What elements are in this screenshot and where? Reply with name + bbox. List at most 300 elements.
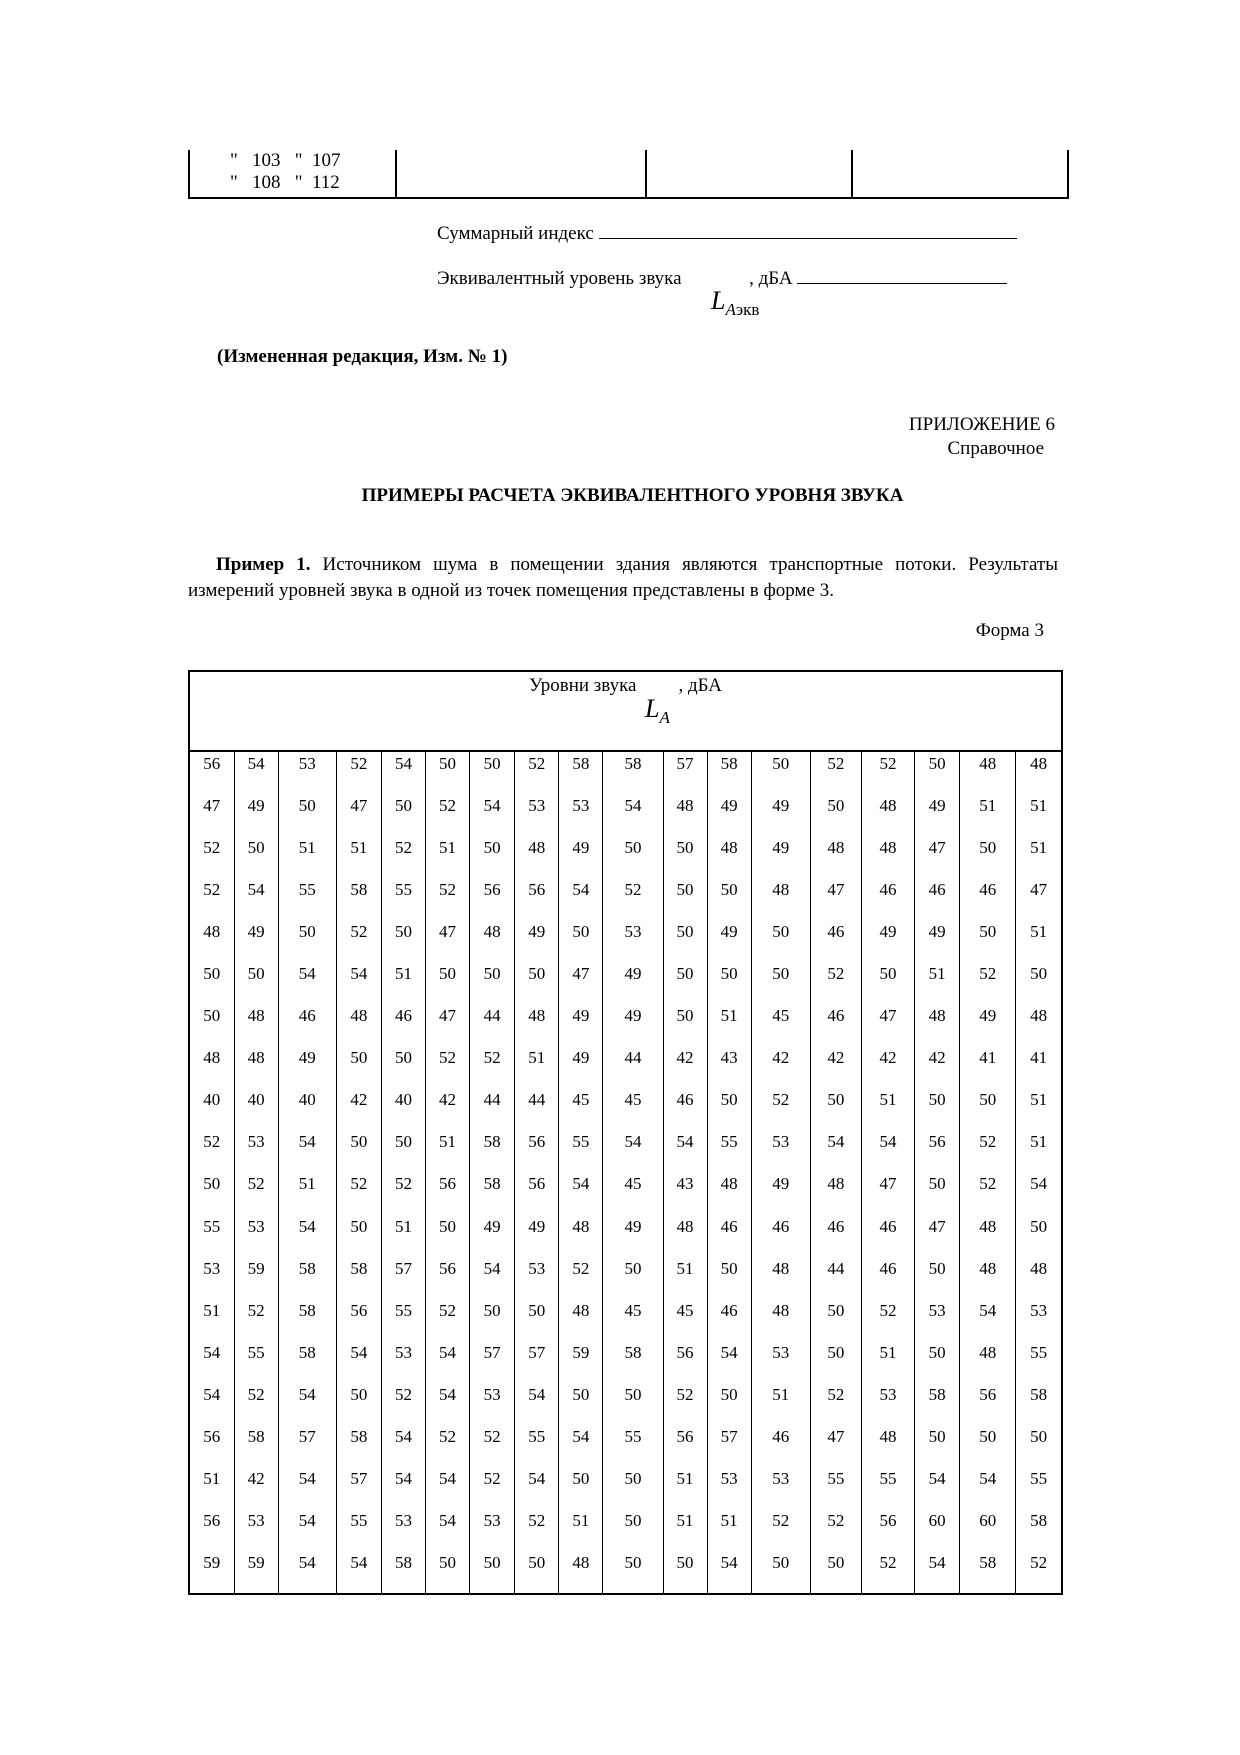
table-cell: 42: [234, 1467, 278, 1509]
table-cell: 52: [426, 1299, 470, 1341]
table-cell: 41: [1016, 1046, 1061, 1088]
table-cell: 55: [381, 878, 425, 920]
table-cell: 46: [960, 878, 1016, 920]
table-cell: 50: [559, 1467, 603, 1509]
table-cell: 40: [234, 1088, 278, 1130]
table-cell: 54: [336, 1551, 381, 1593]
equivalent-level-unit: , дБА: [749, 268, 793, 289]
table-cell: 56: [203, 754, 221, 773]
table-cell: 50: [381, 794, 425, 836]
table-row: [190, 1509, 1061, 1551]
table-cell: 54: [1016, 1172, 1061, 1214]
table-cell: 48: [559, 1551, 603, 1593]
table-cell: 54: [915, 1551, 960, 1593]
table-divider: [851, 150, 853, 197]
table-cell: 49: [470, 1215, 515, 1257]
table-cell: 42: [426, 1088, 470, 1130]
table-cell: 54: [278, 1467, 336, 1509]
table-cell: 55: [1016, 1467, 1061, 1509]
table-cell: 50: [426, 1551, 470, 1593]
table-cell: 53: [751, 1467, 810, 1509]
table-cell: 47: [810, 878, 861, 920]
table-cell: 55: [603, 1425, 663, 1467]
header-label-text: Уровни звука: [528, 675, 637, 696]
table-cell: 54: [381, 1467, 425, 1509]
table-cell: 50: [663, 836, 707, 878]
table-cell: 48: [515, 836, 559, 878]
table-cell: 50: [559, 920, 603, 962]
table-cell: 41: [960, 1046, 1016, 1088]
table-cell: 50: [515, 962, 559, 1004]
table-cell: 56: [426, 1172, 470, 1214]
table-cell: 50: [1016, 1425, 1061, 1467]
table-cell: 50: [336, 1130, 381, 1172]
table-cell: 48: [861, 836, 914, 878]
table-cell: 46: [861, 1257, 914, 1299]
table-cell: 48: [1016, 752, 1061, 794]
table-cell: 52: [426, 794, 470, 836]
table-cell: 51: [381, 962, 425, 1004]
table-cell: 50: [810, 1341, 861, 1383]
table-cell: 58: [603, 752, 663, 794]
table-cell: 44: [470, 1088, 515, 1130]
table-cell: 50: [515, 1551, 559, 1593]
table-cell: 52: [426, 878, 470, 920]
table-cell: 54: [810, 1130, 861, 1172]
table-cell: 51: [278, 836, 336, 878]
table-cell: 54: [470, 794, 515, 836]
table-cell: 45: [663, 1299, 707, 1341]
table-cell: 53: [470, 1509, 515, 1551]
table-cell: 52: [960, 962, 1016, 1004]
table-cell: 52: [381, 1172, 425, 1214]
table-cell: 50: [603, 836, 663, 878]
table-cell: 48: [751, 1299, 810, 1341]
table-cell: 50: [381, 1130, 425, 1172]
table-cell: 54: [515, 1467, 559, 1509]
table-cell: 50: [470, 1551, 515, 1593]
summary-index-label: Суммарный индекс: [437, 223, 594, 244]
table-cell: 48: [751, 1257, 810, 1299]
example-paragraph: [188, 552, 1058, 604]
table-cell: 48: [960, 1257, 1016, 1299]
table-cell: 54: [426, 1341, 470, 1383]
table-cell: 51: [1016, 920, 1061, 962]
table-cell: 54: [603, 794, 663, 836]
table-cell: 51: [663, 1509, 707, 1551]
table-cell: 46: [915, 878, 960, 920]
table-cell: 54: [470, 1257, 515, 1299]
table-cell: 59: [234, 1551, 278, 1593]
table-cell: 58: [603, 1341, 663, 1383]
table-cell: 52: [336, 1172, 381, 1214]
table-cell: 50: [810, 1088, 861, 1130]
table-cell: 46: [861, 878, 914, 920]
table-cell: 48: [559, 1299, 603, 1341]
table-cell: 52: [663, 1383, 707, 1425]
table-cell: 58: [470, 1172, 515, 1214]
table-cell: 53: [861, 1383, 914, 1425]
table-cell: 52: [381, 836, 425, 878]
symbol-main: L: [645, 694, 660, 723]
table-cell: 50: [1016, 962, 1061, 1004]
fill-in-line: [599, 222, 1017, 239]
table-cell: 58: [381, 1551, 425, 1593]
table-cell: 54: [426, 1383, 470, 1425]
table-cell: 46: [810, 1004, 861, 1046]
table-cell: 50: [663, 878, 707, 920]
table-cell: 52: [203, 1132, 221, 1152]
table-cell: 52: [810, 752, 861, 794]
table-cell: 56: [663, 1341, 707, 1383]
table-cell: 54: [559, 878, 603, 920]
table-cell: 52: [426, 1425, 470, 1467]
table-cell: 52: [1016, 1551, 1061, 1593]
symbol-laekv: [711, 286, 760, 319]
table-cell: 52: [810, 1509, 861, 1551]
table-cell: 48: [960, 1215, 1016, 1257]
equivalent-level-label: Эквивалентный уровень звука: [437, 268, 682, 289]
table-cell: 54: [960, 1467, 1016, 1509]
table-cell: 53: [1016, 1299, 1061, 1341]
table-cell: 47: [559, 962, 603, 1004]
table-cell: 42: [663, 1046, 707, 1088]
table-cell: 58: [336, 878, 381, 920]
table-cell: 49: [603, 1215, 663, 1257]
table-cell: 51: [707, 1509, 751, 1551]
table-cell: 52: [203, 880, 221, 900]
table-row: [190, 962, 1061, 1004]
table-cell: 54: [278, 962, 336, 1004]
table-cell: 49: [278, 1046, 336, 1088]
table-cell: 52: [470, 1425, 515, 1467]
table-cell: 55: [203, 1216, 221, 1236]
table-cell: 55: [861, 1467, 914, 1509]
table-cell: 47: [861, 1004, 914, 1046]
table-row-label: " 103 " 107: [230, 150, 341, 171]
table-cell: 50: [861, 962, 914, 1004]
table-cell: 46: [751, 1215, 810, 1257]
table-cell: 50: [603, 1467, 663, 1509]
table-cell: 56: [915, 1130, 960, 1172]
table-row: [190, 794, 1061, 836]
table-cell: 50: [336, 1215, 381, 1257]
table-cell: 52: [426, 1046, 470, 1088]
table-cell: 50: [603, 1257, 663, 1299]
table-cell: 54: [278, 1509, 336, 1551]
table-cell: 56: [515, 1130, 559, 1172]
table-cell: 58: [960, 1551, 1016, 1593]
table-cell: 48: [915, 1004, 960, 1046]
table-cell: 48: [1016, 1257, 1061, 1299]
table-grid: [190, 752, 1061, 1593]
table-cell: 50: [915, 1172, 960, 1214]
table-cell: 52: [470, 1467, 515, 1509]
table-cell: 53: [559, 794, 603, 836]
table-cell: 53: [470, 1383, 515, 1425]
appendix-title: ПРИЛОЖЕНИЕ 6: [908, 414, 1055, 435]
table-cell: 50: [234, 962, 278, 1004]
table-cell: 52: [810, 1383, 861, 1425]
table-cell: 49: [515, 1215, 559, 1257]
levels-grid: [190, 752, 1061, 1593]
table-cell: 51: [381, 1215, 425, 1257]
table-cell: 57: [336, 1467, 381, 1509]
table-cell: 52: [861, 1551, 914, 1593]
example-label: Пример 1.: [216, 554, 311, 575]
table-row: [190, 1215, 1061, 1257]
table-cell: 52: [336, 920, 381, 962]
symbol-sub: A: [725, 300, 736, 319]
table-cell: 58: [470, 1130, 515, 1172]
table-cell: 54: [336, 1341, 381, 1383]
table-cell: 52: [751, 1509, 810, 1551]
table-cell: 53: [515, 794, 559, 836]
table-cell: 48: [515, 1004, 559, 1046]
table-cell: 50: [915, 1088, 960, 1130]
section-heading: ПРИМЕРЫ РАСЧЕТА ЭКВИВАЛЕНТНОГО УРОВНЯ ЗВУКА: [361, 485, 904, 506]
table-cell: 53: [234, 1215, 278, 1257]
table-cell: 49: [751, 836, 810, 878]
table-cell: 51: [707, 1004, 751, 1046]
table-cell: 49: [603, 1004, 663, 1046]
table-cell: 60: [915, 1509, 960, 1551]
table-cell: 58: [234, 1425, 278, 1467]
table-cell: 57: [515, 1341, 559, 1383]
table-cell: 52: [203, 838, 221, 858]
table-row: [190, 1383, 1061, 1425]
table-cell: 50: [1016, 1215, 1061, 1257]
table-cell: 54: [234, 878, 278, 920]
table-cell: 49: [707, 920, 751, 962]
table-cell: 40: [203, 1090, 221, 1110]
summary-index-line: [437, 222, 1017, 245]
table-cell: 50: [810, 1299, 861, 1341]
table-cell: 54: [336, 962, 381, 1004]
table-cell: 56: [663, 1425, 707, 1467]
table-cell: 54: [381, 752, 425, 794]
table-row: [190, 1172, 1061, 1214]
table-cell: 50: [960, 1088, 1016, 1130]
table-cell: 50: [707, 878, 751, 920]
table-cell: 50: [663, 1004, 707, 1046]
table-cell: 50: [915, 1341, 960, 1383]
table-cell: 50: [663, 920, 707, 962]
table-cell: 42: [810, 1046, 861, 1088]
table-cell: 50: [515, 1299, 559, 1341]
table-cell: 49: [559, 1004, 603, 1046]
table-cell: 53: [381, 1341, 425, 1383]
table-cell: 51: [559, 1509, 603, 1551]
table-cell: 50: [751, 962, 810, 1004]
table-cell: 48: [810, 1172, 861, 1214]
table-cell: 50: [707, 1383, 751, 1425]
table-cell: 50: [603, 1551, 663, 1593]
table-cell: 51: [278, 1172, 336, 1214]
table-cell: 54: [603, 1130, 663, 1172]
table-cell: 51: [1016, 1130, 1061, 1172]
table-cell: 50: [426, 752, 470, 794]
table-divider: [645, 150, 647, 197]
table-cell: 47: [203, 796, 221, 816]
table-cell: 44: [515, 1088, 559, 1130]
table-cell: 53: [751, 1130, 810, 1172]
table-cell: 54: [861, 1130, 914, 1172]
table-cell: 49: [603, 962, 663, 1004]
table-cell: 50: [603, 1509, 663, 1551]
table-cell: 58: [559, 752, 603, 794]
table-cell: 50: [751, 1551, 810, 1593]
table-row: [190, 1046, 1061, 1088]
table-cell: 53: [234, 1130, 278, 1172]
table-cell: 48: [234, 1004, 278, 1046]
table-cell: 56: [426, 1257, 470, 1299]
table-cell: 52: [234, 1299, 278, 1341]
table-cell: 54: [707, 1341, 751, 1383]
table-cell: 46: [663, 1088, 707, 1130]
table-cell: 50: [203, 1174, 221, 1194]
table-cell: 45: [603, 1172, 663, 1214]
table-cell: 48: [663, 1215, 707, 1257]
table-cell: 52: [559, 1257, 603, 1299]
table-cell: 49: [915, 920, 960, 962]
table-cell: 50: [915, 1257, 960, 1299]
table-cell: 48: [1016, 1004, 1061, 1046]
table-cell: 51: [1016, 836, 1061, 878]
table-cell: 51: [861, 1341, 914, 1383]
table-cell: 54: [559, 1425, 603, 1467]
table-cell: 50: [603, 1383, 663, 1425]
table-cell: 54: [960, 1299, 1016, 1341]
table-cell: 50: [234, 836, 278, 878]
table-row: [190, 1467, 1061, 1509]
table-cell: 54: [278, 1551, 336, 1593]
table-row: [190, 836, 1061, 878]
table-cell: 54: [381, 1425, 425, 1467]
table-header: [190, 672, 1061, 752]
table-cell: 46: [707, 1299, 751, 1341]
table-cell: 57: [707, 1425, 751, 1467]
table-cell: 49: [751, 794, 810, 836]
table-cell: 49: [751, 1172, 810, 1214]
table-cell: 52: [515, 1509, 559, 1551]
table-cell: 55: [381, 1299, 425, 1341]
table-cell: 51: [426, 1130, 470, 1172]
table-row: [190, 1257, 1061, 1299]
table-cell: 52: [381, 1383, 425, 1425]
table-cell: 49: [960, 1004, 1016, 1046]
table-cell: 58: [278, 1299, 336, 1341]
table-cell: 50: [663, 1551, 707, 1593]
table-cell: 55: [336, 1509, 381, 1551]
appendix-subtitle: Справочное: [947, 438, 1044, 459]
table-cell: 50: [381, 1046, 425, 1088]
table-cell: 54: [559, 1172, 603, 1214]
table-cell: 46: [751, 1425, 810, 1467]
table-cell: 59: [203, 1552, 221, 1572]
table-cell: 50: [707, 1257, 751, 1299]
table-cell: 50: [960, 836, 1016, 878]
table-cell: 51: [663, 1257, 707, 1299]
table-cell: 47: [426, 1004, 470, 1046]
table-cell: 51: [426, 836, 470, 878]
table-cell: 56: [861, 1509, 914, 1551]
table-cell: 53: [203, 1258, 221, 1278]
table-cell: 56: [515, 1172, 559, 1214]
table-cell: 57: [663, 752, 707, 794]
table-cell: 46: [707, 1215, 751, 1257]
table-cell: 46: [278, 1004, 336, 1046]
table-cell: 48: [470, 920, 515, 962]
table-cell: 54: [915, 1467, 960, 1509]
table-row-label: " 108 " 112: [230, 172, 340, 193]
table-header-label: [190, 675, 1061, 697]
table-cell: 45: [751, 1004, 810, 1046]
table-cell: 48: [960, 752, 1016, 794]
table-cell: 57: [381, 1257, 425, 1299]
continuation-table: [188, 150, 1069, 199]
table-cell: 47: [426, 920, 470, 962]
table-cell: 49: [234, 794, 278, 836]
table-cell: 56: [515, 878, 559, 920]
table-cell: 47: [810, 1425, 861, 1467]
table-cell: 50: [426, 1215, 470, 1257]
table-row: [190, 1130, 1061, 1172]
table-cell: 49: [234, 920, 278, 962]
table-cell: 40: [278, 1088, 336, 1130]
edition-note: (Измененная редакция, Изм. № 1): [217, 346, 508, 367]
table-row: [190, 1341, 1061, 1383]
table-cell: 45: [603, 1088, 663, 1130]
table-cell: 50: [426, 962, 470, 1004]
table-cell: 48: [810, 836, 861, 878]
table-cell: 52: [515, 752, 559, 794]
table-cell: 53: [381, 1509, 425, 1551]
table-cell: 42: [915, 1046, 960, 1088]
table-cell: 52: [861, 1299, 914, 1341]
table-cell: 54: [203, 1384, 221, 1404]
table-cell: 58: [915, 1383, 960, 1425]
table-cell: 46: [810, 1215, 861, 1257]
table-cell: 50: [470, 1299, 515, 1341]
table-cell: 55: [1016, 1341, 1061, 1383]
table-row: [190, 1088, 1061, 1130]
table-cell: 47: [861, 1172, 914, 1214]
table-cell: 54: [707, 1551, 751, 1593]
table-cell: 49: [559, 1046, 603, 1088]
table-cell: 56: [203, 1510, 221, 1530]
table-cell: 44: [470, 1004, 515, 1046]
table-cell: 51: [203, 1468, 221, 1488]
table-cell: 51: [336, 836, 381, 878]
table-cell: 53: [234, 1509, 278, 1551]
table-cell: 50: [810, 1551, 861, 1593]
table-cell: 58: [1016, 1383, 1061, 1425]
table-cell: 51: [663, 1467, 707, 1509]
table-cell: 56: [336, 1299, 381, 1341]
table-cell: 44: [603, 1046, 663, 1088]
table-row: [190, 752, 1061, 794]
table-cell: 56: [470, 878, 515, 920]
table-cell: 55: [707, 1130, 751, 1172]
symbol-sub: A: [659, 708, 670, 727]
table-cell: 53: [915, 1299, 960, 1341]
table-cell: 40: [381, 1088, 425, 1130]
table-cell: 42: [751, 1046, 810, 1088]
table-divider: [395, 150, 397, 197]
table-cell: 48: [960, 1341, 1016, 1383]
table-cell: 51: [1016, 794, 1061, 836]
